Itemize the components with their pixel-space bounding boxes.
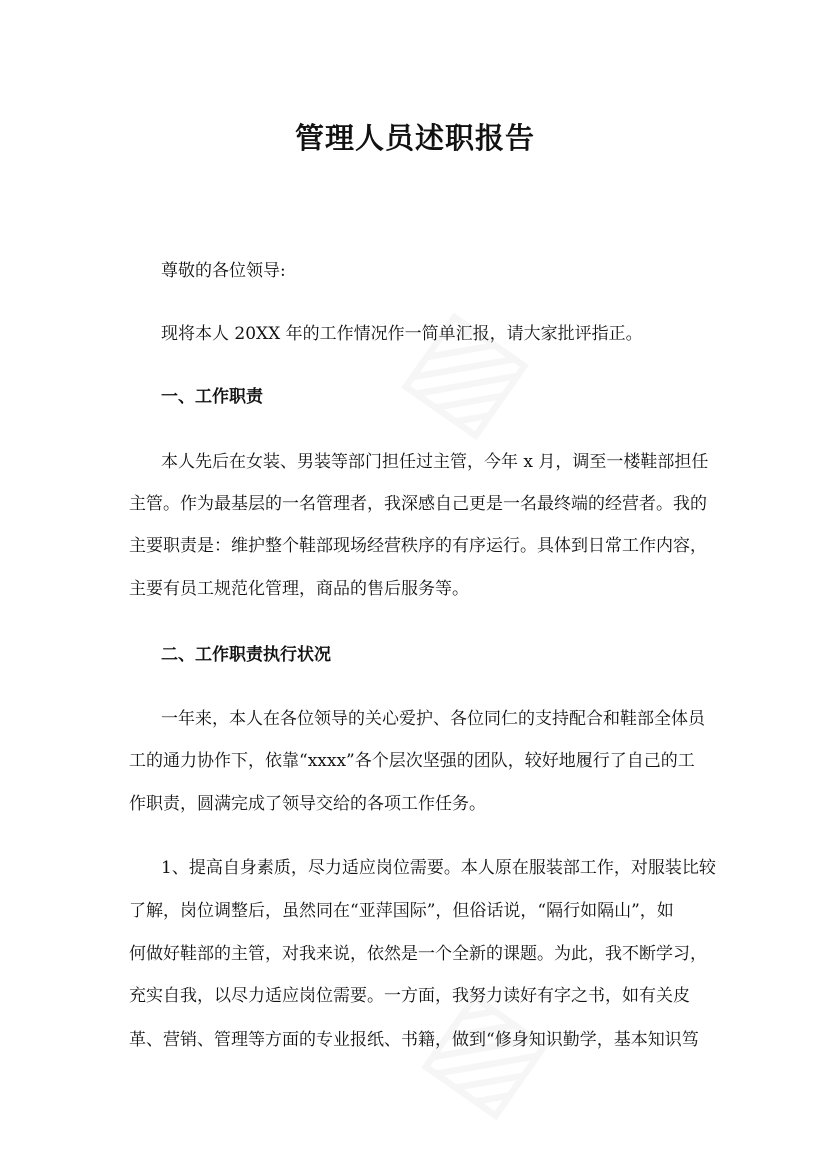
greeting: 尊敬的各位领导: (161, 261, 286, 281)
paragraph-line: 一年来，本人在各位领导的关心爱护、各位同仁的支持配合和鞋部全体员 (161, 709, 705, 729)
paragraph-line: 1、提高自身素质，尽力适应岗位需要。本人原在服装部工作，对服装比较 (161, 858, 716, 878)
document-title: 管理人员述职报告 (294, 121, 535, 155)
intro-paragraph: 现将本人 20XX 年的工作情况作一简单汇报，请大家批评指正。 (161, 324, 643, 344)
paragraph-line: 革、营销、管理等方面的专业报纸、书籍，做到“修身知识勤学，基本知识笃 (129, 1030, 699, 1050)
paragraph-line: 本人先后在女装、男装等部门担任过主管，今年 x 月，调至一楼鞋部担任 (161, 452, 709, 472)
paragraph-line: 何做好鞋部的主管，对我来说，依然是一个全新的课题。为此，我不断学习， (129, 944, 707, 964)
paragraph-line: 了解，岗位调整后，虽然同在“亚萍国际”，但俗话说，“隔行如隔山”，如 (129, 901, 674, 921)
paragraph-line: 充实自我，以尽力适应岗位需要。一方面，我努力读好有字之书，如有关皮 (129, 986, 690, 1006)
section-heading-duties: 一、工作职责 (161, 387, 263, 407)
paragraph-line: 主要职责是：维护整个鞋部现场经营秩序的有序运行。具体到日常工作内容， (129, 536, 707, 556)
watermark (366, 284, 547, 458)
paragraph-line: 工的通力协作下，依靠“xxxx”各个层次坚强的团队，较好地履行了自己的工 (129, 751, 695, 771)
paragraph-line: 作职责，圆满完成了领导交给的各项工作任务。 (129, 794, 486, 814)
paragraph-line: 主管。作为最基层的一名管理者，我深感自己更是一名最终端的经营者。我的 (129, 494, 707, 514)
paragraph-line: 主要有员工规范化管理，商品的售后服务等。 (129, 579, 469, 599)
section-heading-execution: 二、工作职责执行状况 (161, 645, 331, 665)
